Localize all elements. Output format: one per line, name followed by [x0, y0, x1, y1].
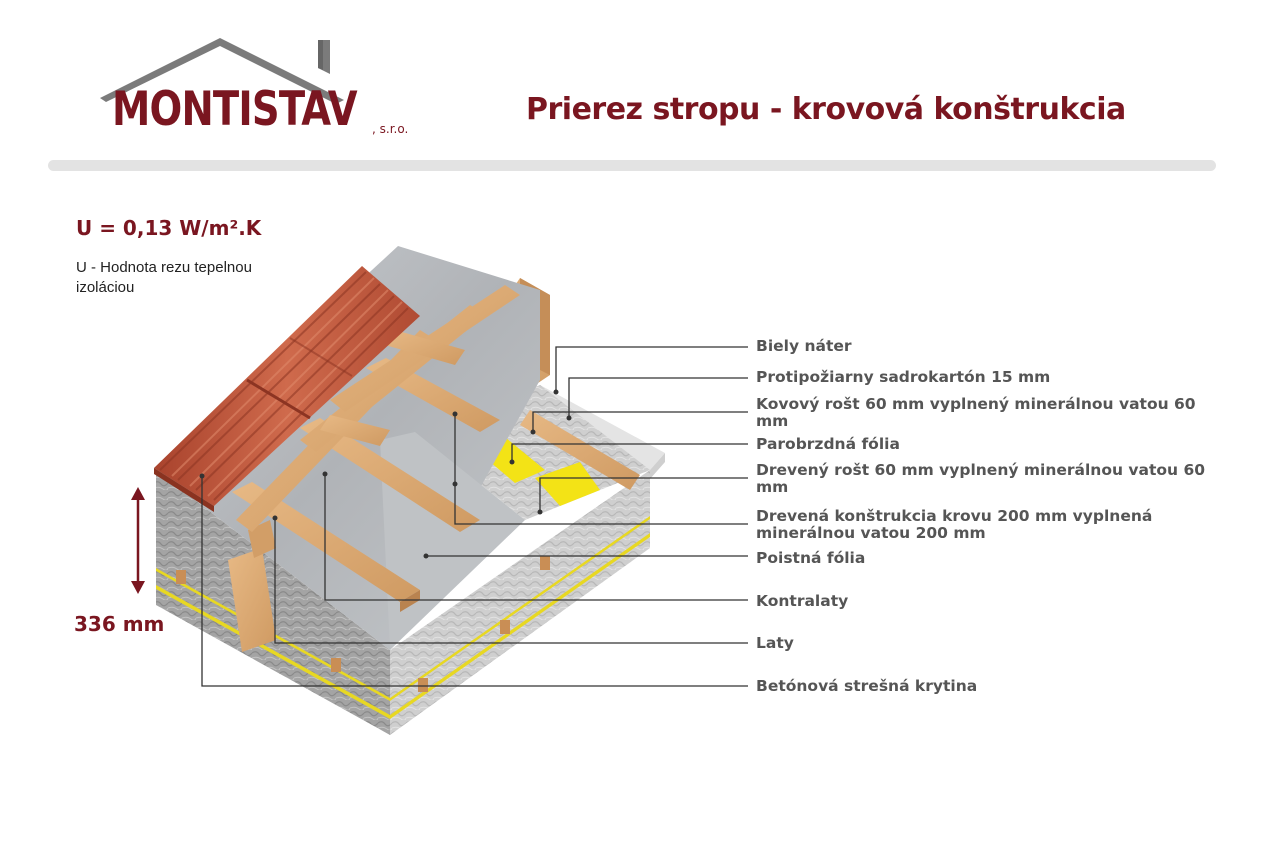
logo-wordmark: MONTISTAV: [112, 82, 357, 137]
layer-label-vapor-foil: Parobrzdná fólia: [756, 435, 900, 453]
layer-label-battens: Laty: [756, 634, 794, 652]
u-value-description: U - Hodnota rezu tepelnou izoláciou: [76, 259, 252, 296]
layer-label-fire-plasterboard: Protipožiarny sadrokartón 15 mm: [756, 368, 1051, 386]
u-value: U = 0,13 W/m².K: [76, 216, 262, 240]
layer-label-underlay-foil: Poistná fólia: [756, 549, 866, 567]
layer-label-white-paint: Biely náter: [756, 337, 852, 355]
page-title: Prierez stropu - krovová konštrukcia: [526, 92, 1126, 127]
total-height-label: 336 mm: [74, 612, 165, 636]
logo-suffix: , s.r.o.: [372, 122, 409, 136]
height-arrow-icon: [131, 487, 145, 594]
layer-label-concrete-tiles: Betónová strešná krytina: [756, 677, 978, 695]
layer-label-metal-grid: Kovový rošt 60 mm vyplnený minerálnou vatou 60 mm: [756, 395, 1196, 430]
layer-label-roof-structure: Drevená konštrukcia krovu 200 mm vyplnená minerálnou vatou 200 mm: [756, 507, 1153, 542]
layer-label-timber-grid: Drevený rošt 60 mm vyplnený minerálnou vatou 60 mm: [756, 461, 1206, 496]
layer-label-counter-battens: Kontralaty: [756, 592, 849, 610]
